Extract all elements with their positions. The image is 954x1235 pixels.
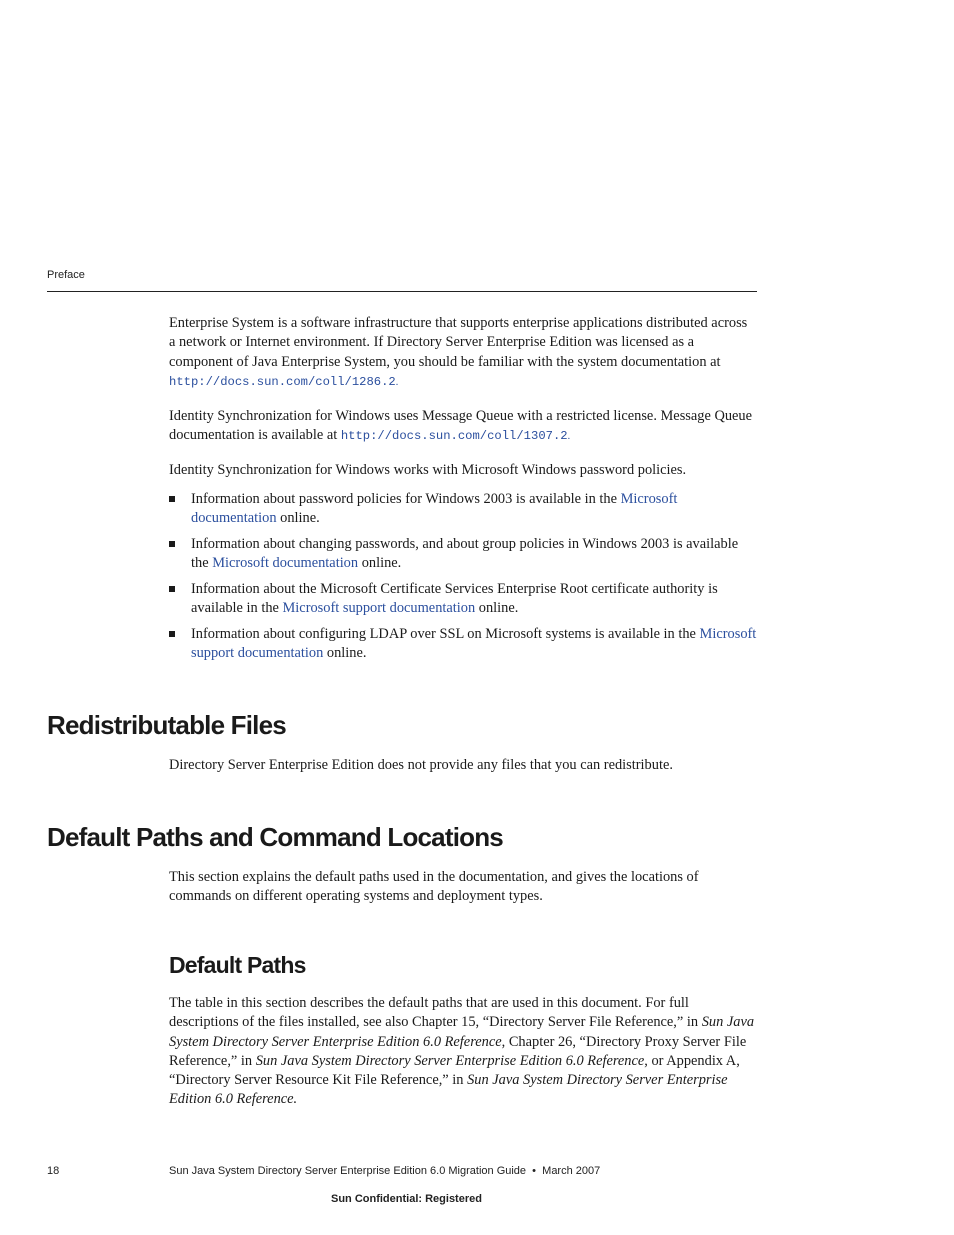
microsoft-documentation-link[interactable]: Microsoft documentation — [191, 491, 678, 527]
footer-date: March 2007 — [542, 1165, 601, 1177]
default-paths-cmd-text: This section explains the default paths used in the documentation, and gives the locations of commands on different operating systems and deployment types. — [169, 869, 699, 905]
bullet-square-icon — [169, 496, 175, 502]
default-paths-heading: Default Paths — [169, 952, 306, 978]
book-title: Sun Java System Directory Server Enterprise Edition 6.0 Reference. — [169, 1072, 728, 1108]
default-paths-paragraph: The table in this section describes the default paths that are used in this document. For full descriptions of the files installed, see also Chapter 15, “Directory Server File Reference,” in Sun Java System Directory Server Enterprise Edition 6.0 Reference, Chapter 26, “Directory Proxy Server File Reference,” in Sun Java System Directory Server Enterprise Edition 6.0 Reference, or Appendix A, “Directory Server Resource Kit File Reference,” in Sun Java System Directory Server Enterprise Edition 6.0 Reference. — [169, 995, 755, 1108]
footer-title: Sun Java System Directory Server Enterprise Edition 6.0 Migration Guide • March 2007 — [169, 1165, 601, 1177]
microsoft-documentation-link[interactable]: Microsoft documentation — [212, 555, 359, 572]
intro-paragraph-2 — [169, 407, 757, 447]
microsoft-support-documentation-link[interactable]: Microsoft support documentation — [191, 625, 757, 662]
header-rule — [47, 291, 757, 292]
bullet-square-icon — [169, 586, 175, 592]
password-policy-list — [169, 490, 759, 670]
redistributable-text: Directory Server Enterprise Edition does not provide any files that you can redistribute. — [169, 757, 673, 773]
intro-p2-text: Identity Synchronization for Windows uses Message Queue with a restricted license. Message Queue documentation is available at — [169, 408, 753, 444]
intro-paragraph-1 — [169, 314, 757, 392]
running-header: Preface — [47, 269, 85, 281]
docs-link-1307[interactable]: http://docs.sun.com/coll/1307.2 — [340, 429, 568, 444]
redistributable-files-heading: Redistributable Files — [47, 710, 286, 740]
page-number: 18 — [47, 1165, 60, 1177]
footer-separator: • — [532, 1165, 537, 1177]
list-item: Information about the Microsoft Certificate Services Enterprise Root certificate authority is available in the Microsoft support documentation online. — [169, 580, 759, 619]
bullet-square-icon — [169, 541, 175, 547]
list-item: Information about configuring LDAP over SSL on Microsoft systems is available in the Microsoft support documentation online. — [169, 625, 759, 664]
bullet-square-icon — [169, 631, 175, 637]
book-title: Sun Java System Directory Server Enterprise Edition 6.0 Reference — [169, 1014, 755, 1050]
list-item: Information about password policies for Windows 2003 is available in the Microsoft documentation online. — [169, 490, 759, 529]
intro-p2-end: . — [567, 431, 571, 443]
intro-paragraph-3: Identity Synchronization for Windows works with Microsoft Windows password policies. — [169, 462, 687, 478]
book-title: Sun Java System Directory Server Enterprise Edition 6.0 Reference — [255, 1052, 645, 1069]
docs-link-1286[interactable]: http://docs.sun.com/coll/1286.2 — [169, 374, 396, 389]
list-item: Information about changing passwords, and about group policies in Windows 2003 is available the Microsoft documentation online. — [169, 535, 759, 574]
confidential-notice: Sun Confidential: Registered — [331, 1193, 482, 1205]
default-paths-and-command-locations-heading: Default Paths and Command Locations — [47, 822, 503, 852]
microsoft-support-documentation-link[interactable]: Microsoft support documentation — [282, 600, 476, 617]
intro-p1-end: . — [395, 376, 399, 388]
intro-p1-text: Enterprise System is a software infrastructure that supports enterprise applications distributed across a network or Internet environment. If Directory Server Enterprise Edition was licensed as a component of Java Enterprise System, you should be familiar with the system documentation at — [169, 315, 748, 370]
